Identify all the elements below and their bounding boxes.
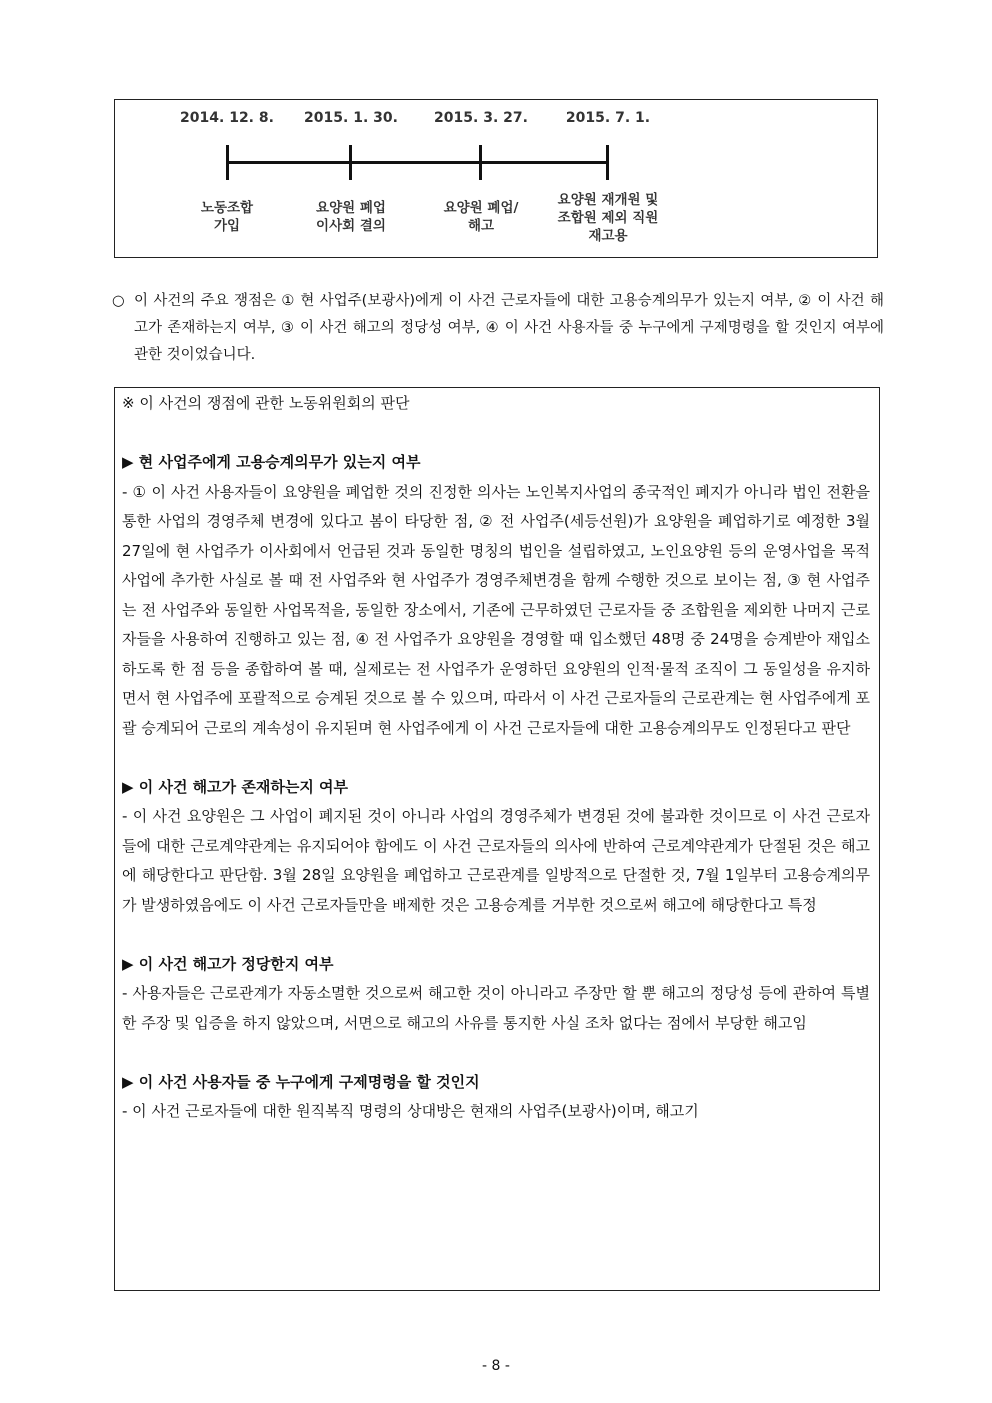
timeline-diagram xyxy=(114,99,878,258)
timeline-tick xyxy=(606,145,609,180)
section-heading: ▶ 현 사업주에게 고용승계의무가 있는지 여부 xyxy=(122,453,421,471)
timeline-date: 2015. 1. 30. xyxy=(304,110,398,126)
timeline-axis xyxy=(227,161,608,164)
timeline-event: 요양원 재개원 및 조합원 제외 직원 재고용 xyxy=(557,192,659,244)
bullet-circle: ○ xyxy=(112,293,125,309)
section-body: - ① 이 사건 사용자들이 요양원을 폐업한 것의 진정한 의사는 노인복지사업의 종국적인 폐지가 아니라 법인 전환을 통한 사업의 경영주체 변경에 있다고 봄이 타당한 점, ② 전 사업주(세등선원)가 요양원을 폐업하기로 예정한 3월 27일에 현 사업주가 이사회에서 언급된 것과 동일한 명칭의 법인을 설립하였고, 노인요양원 등의 운영사업을 목적사업에 추가한 사실로 볼 때 전 사업주와 현 사업주가 경영주체변경을 함께 수행한 것으로 보이는 점, ③ 현 사업주는 전 사업주와 동일한 사업목적을, 동일한 장소에서, 기존에 근무하였던 근로자들 중 조합원을 제외한 나머지 근로자들을 사용하여 진행하고 있는 점, ④ 전 사업주가 요양원을 경영할 때 입소했던 48명 중 24명을 승계받아 재입소하도록 한 점 등을 종합하여 볼 때, 실제로는 전 사업주가 운영하던 요양원의 인적·물적 조직이 그 동일성을 유지하면서 현 사업주에 포괄적으로 승계된 것으로 볼 수 있으며, 따라서 이 사건 근로자들의 근로관계는 현 사업주에게 포괄 승계되어 근로의 계속성이 유지된며 현 사업주에게 이 사건 근로자들에 대한 고용승계의무도 인정된다고 판단 xyxy=(122,482,870,737)
spacer xyxy=(122,1038,870,1068)
issues-summary xyxy=(112,288,884,369)
timeline-tick xyxy=(226,145,229,180)
timeline-tick xyxy=(349,145,352,180)
timeline-event: 요양원 폐업 이사회 결의 xyxy=(316,200,386,234)
timeline-tick xyxy=(479,145,482,180)
page-number: - 8 - xyxy=(482,1358,510,1374)
timeline-date: 2015. 7. 1. xyxy=(565,110,651,126)
spacer xyxy=(122,419,870,449)
judgment-title: ※ 이 사건의 쟁점에 관한 노동위원회의 판단 xyxy=(122,394,410,412)
timeline-date: 2015. 3. 27. xyxy=(434,110,528,126)
committee-judgment-box xyxy=(114,387,880,1291)
spacer xyxy=(122,743,870,773)
timeline-event: 요양원 폐업/ 해고 xyxy=(443,200,519,234)
section-heading: ▶ 이 사건 사용자들 중 누구에게 구제명령을 할 것인지 xyxy=(122,1072,480,1091)
section-heading: ▶ 이 사건 해고가 정당한지 여부 xyxy=(122,954,334,973)
section-heading: ▶ 이 사건 해고가 존재하는지 여부 xyxy=(122,777,349,796)
section-body: - 이 사건 근로자들에 대한 원직복직 명령의 상대방은 현재의 사업주(보광사)이며, 해고기 xyxy=(122,1102,699,1120)
timeline-date: 2014. 12. 8. xyxy=(180,110,274,126)
section-body: - 사용자들은 근로관계가 자동소멸한 것으로써 해고한 것이 아니라고 주장만 할 뿐 해고의 정당성 등에 관하여 특별한 주장 및 입증을 하지 않았으며, 서면으로 해고의 사유를 통지한 사실 조차 없다는 점에서 부당한 해고임 xyxy=(122,984,870,1032)
timeline-event: 노동조합 가입 xyxy=(200,200,254,234)
section-body: - 이 사건 요양원은 그 사업이 폐지된 것이 아니라 사업의 경영주체가 변경된 것에 불과한 것이므로 이 사건 근로자들에 대한 근로계약관계는 유지되어야 함에도 이 사건 근로자들의 의사에 반하여 근로계약관계가 단절된 것은 해고에 해당한다고 판단함. 3월 28일 요양원을 폐업하고 근로관계를 일방적으로 단절한 것, 7월 1일부터 고용승계의무가 발생하였음에도 이 사건 근로자들만을 배제한 것은 고용승계를 거부한 것으로써 해고에 해당한다고 특정 xyxy=(122,807,870,914)
issues-summary-text: 이 사건의 주요 쟁점은 ① 현 사업주(보광사)에게 이 사건 근로자들에 대한 고용승계의무가 있는지 여부, ② 이 사건 해고가 존재하는지 여부, ③ 이 사건 해고의 정당성 여부, ④ 이 사건 사용자들 중 누구에게 구제명령을 할 것인지 여부에 관한 것이었습니다. xyxy=(134,293,884,363)
spacer xyxy=(122,920,870,950)
